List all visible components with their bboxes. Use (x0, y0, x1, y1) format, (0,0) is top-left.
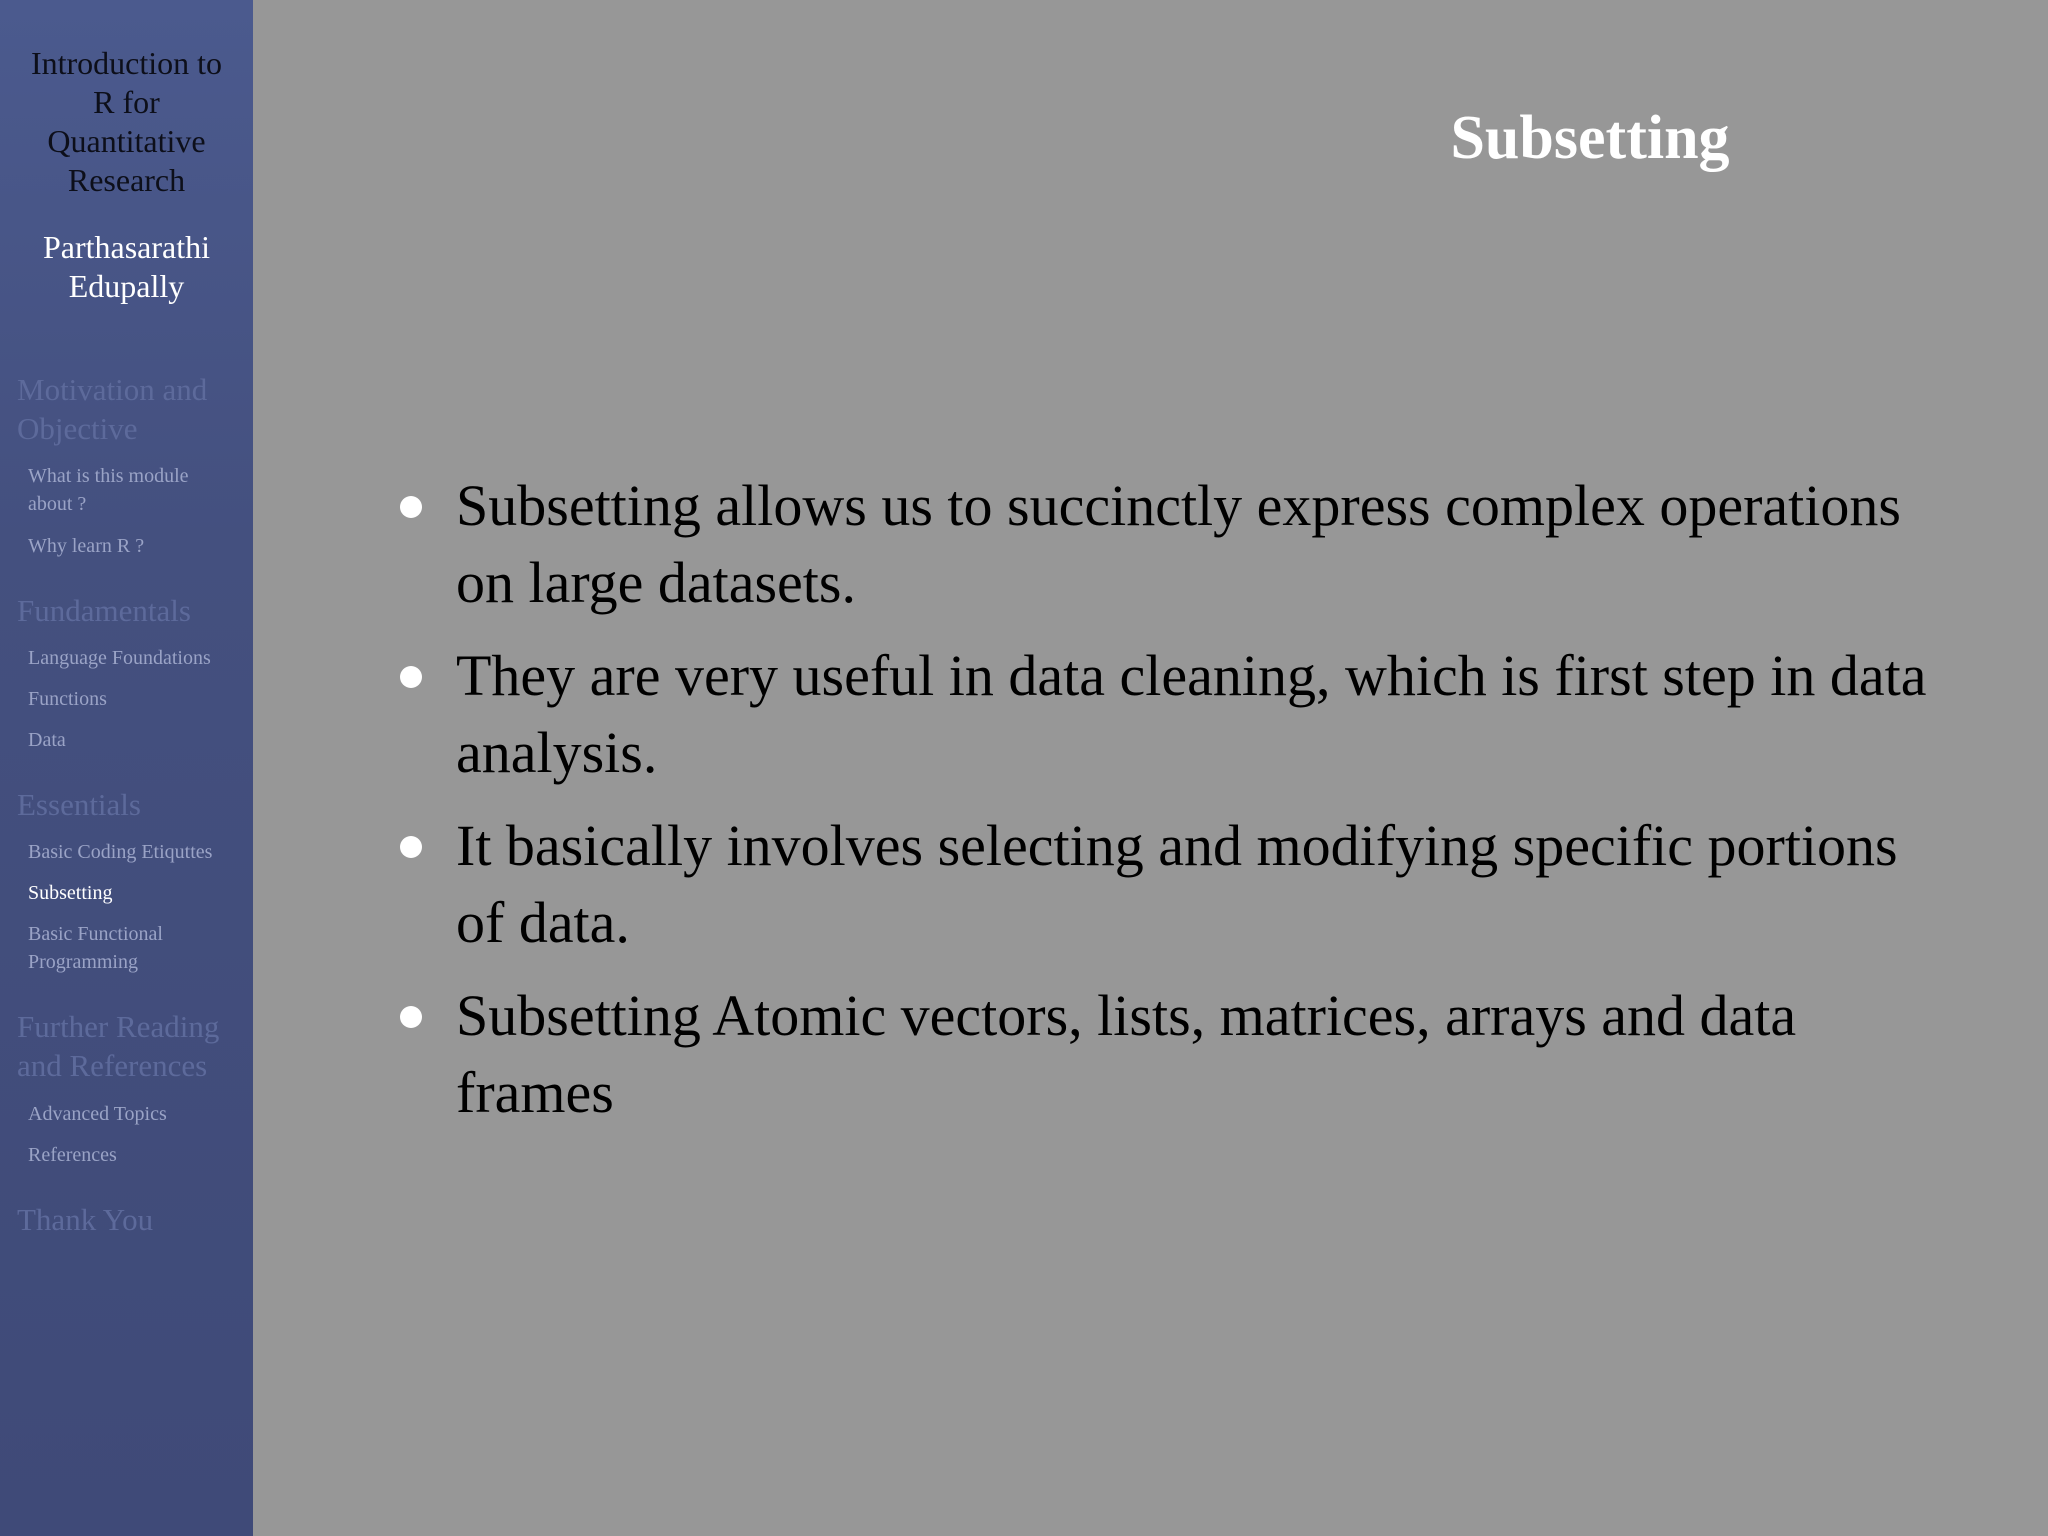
presentation-title-line: R for (93, 84, 160, 120)
nav-section-label: Further Reading (17, 1009, 220, 1044)
nav-item-what-is-this-module[interactable] (28, 462, 248, 518)
nav-section-label: and References (17, 1048, 208, 1083)
nav-item-label: Basic Coding Etiquttes (28, 841, 213, 863)
bullet-text: They are very useful in data cleaning, which is first step in data analysis. (456, 643, 1927, 785)
bullet-item (390, 977, 1950, 1131)
slide-title: Subsetting (1450, 104, 1730, 172)
nav-item-label: What is this module (28, 465, 189, 487)
bullet-item (390, 807, 1950, 961)
author-name-line: Parthasarathi (42, 229, 211, 265)
author-name (0, 228, 253, 306)
nav-item-references[interactable] (28, 1141, 248, 1169)
nav-item-advanced-topics[interactable] (28, 1100, 248, 1128)
nav-section-fundamentals[interactable] (17, 591, 247, 630)
bullet-text: It basically involves selecting and modifying specific portions of data. (456, 813, 1898, 955)
presentation-title-line: Quantitative (47, 123, 206, 159)
nav-section-motivation[interactable] (17, 370, 247, 448)
nav-item-label: Language Foundations (28, 647, 211, 669)
bullet-list (390, 467, 1950, 1147)
nav-item-label: Advanced Topics (28, 1103, 167, 1125)
nav-item-subsetting[interactable] (28, 879, 248, 907)
nav-item-label: References (28, 1144, 117, 1166)
nav-section-label: Essentials (17, 787, 141, 822)
nav-item-label: Functions (28, 688, 107, 710)
nav-item-label: Subsetting (28, 882, 113, 904)
nav-section-further-reading[interactable] (17, 1007, 247, 1085)
author-name-line: Edupally (68, 268, 185, 304)
nav-item-language-foundations[interactable] (28, 644, 248, 672)
nav-item-label: Basic Functional (28, 923, 163, 945)
bullet-item (390, 467, 1950, 621)
nav-section-label: Motivation and (17, 372, 208, 407)
nav-item-why-learn-r[interactable] (28, 532, 248, 560)
presentation-title (0, 44, 253, 200)
bullet-marker-icon (400, 1006, 422, 1028)
bullet-marker-icon (400, 666, 422, 688)
presentation-title-line: Introduction to (30, 45, 223, 81)
nav-item-functions[interactable] (28, 685, 248, 713)
sidebar-navigation (0, 0, 253, 1536)
nav-item-data[interactable] (28, 726, 248, 754)
nav-item-label: about ? (28, 493, 87, 515)
nav-item-label: Data (28, 729, 66, 751)
nav-section-label: Fundamentals (17, 593, 191, 628)
nav-section-label: Objective (17, 411, 138, 446)
bullet-marker-icon (400, 496, 422, 518)
nav-section-thank-you[interactable] (17, 1200, 247, 1239)
bullet-item (390, 637, 1950, 791)
nav-item-basic-functional-programming[interactable] (28, 920, 248, 976)
nav-section-label: Thank You (17, 1202, 154, 1237)
bullet-text: Subsetting allows us to succinctly express complex operations on large datasets. (456, 473, 1901, 615)
nav-item-basic-coding-etiquttes[interactable] (28, 838, 248, 866)
nav-section-essentials[interactable] (17, 785, 247, 824)
nav-item-label: Why learn R ? (28, 535, 145, 557)
bullet-marker-icon (400, 836, 422, 858)
nav-item-label: Programming (28, 951, 138, 973)
bullet-text: Subsetting Atomic vectors, lists, matrices, arrays and data frames (456, 983, 1797, 1125)
presentation-title-line: Research (67, 162, 186, 198)
